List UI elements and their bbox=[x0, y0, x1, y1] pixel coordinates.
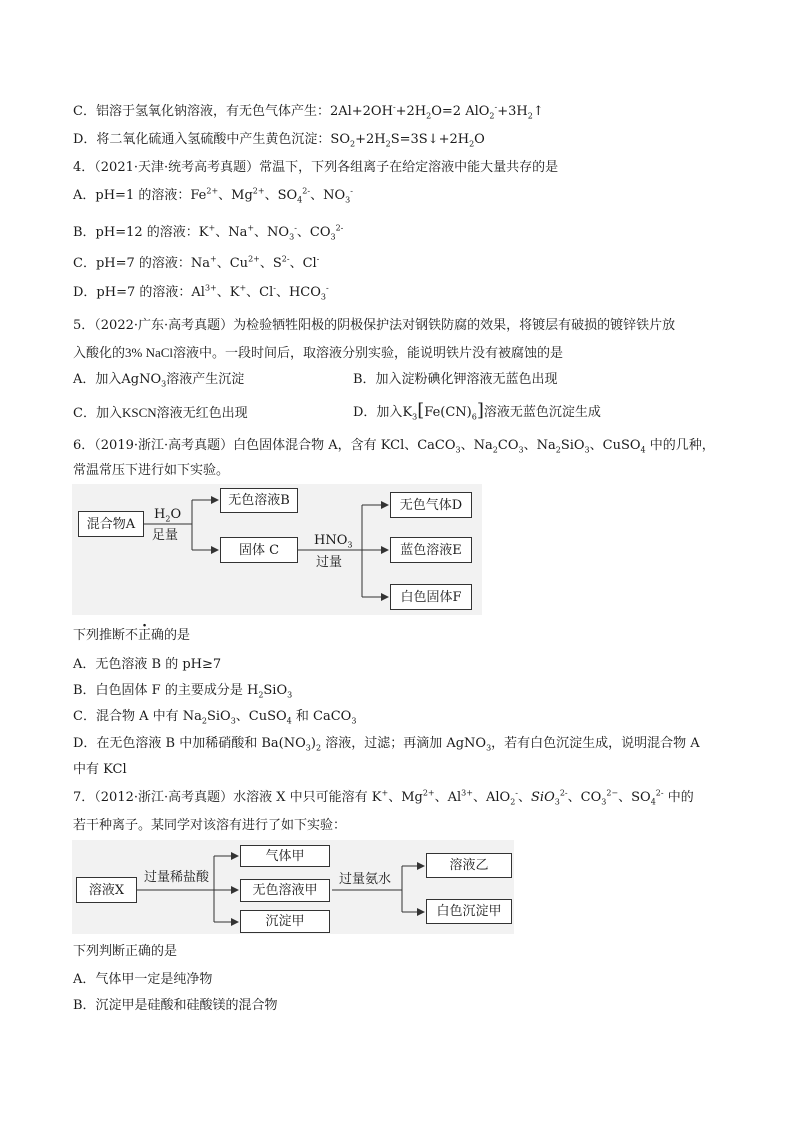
question-7-option-a: A．气体甲一定是纯净物 bbox=[73, 972, 213, 987]
box-mixture-a: 混合物A bbox=[78, 511, 144, 537]
question-6-option-b: B．白色固体 F 的主要成分是 $H_2SiO_3$ bbox=[73, 683, 293, 700]
question-4-option-d: D．pH=7 的溶液：$Al^{3+}$、K+、Cl-、$HCO_3^-$ bbox=[73, 283, 329, 302]
question-5-stem-line-1: 5．（2022·广东·高考真题）为检验牺牲阳极的阴极保护法对钢铁防腐的效果，将镀层有破损的镀锌铁片放 bbox=[73, 318, 676, 333]
question-7-stem-line-2: 若干种离子。某同学对该溶有进行了如下实验： bbox=[73, 818, 347, 833]
box-solid-c: 固体 C bbox=[220, 537, 298, 563]
question-5-option-d: D．加入$K_3[Fe(CN)_6]$溶液无蓝色沉淀生成 bbox=[353, 400, 601, 422]
box-solution-yi: 溶液乙 bbox=[426, 853, 512, 878]
box-solution-x: 溶液X bbox=[76, 877, 137, 903]
box-gas-jia: 气体甲 bbox=[240, 845, 330, 867]
question-7-ask: 下列判断正确的是 bbox=[73, 944, 178, 959]
option-d-line: D．将二氧化硫通入氢硫酸中产生黄色沉淀：$SO_2+2H_2S=3S↓+2H_2O$ bbox=[73, 132, 485, 149]
question-6-stem-line-1: 6．（2019·浙江·高考真题）白色固体混合物 A，含有 KCl、CaCO$_3$、$Na_2CO_3$、$Na_2SiO_3$、CuSO$_4$ 中的几种， bbox=[73, 438, 715, 455]
flowchart-1 bbox=[72, 484, 482, 615]
box-colorless-gas-d: 无色气体D bbox=[390, 492, 472, 518]
question-4-option-a: A．pH=1 的溶液：$Fe^{2+}$、$Mg^{2+}$、$SO_4^{2-}$、$NO_3^-$ bbox=[73, 186, 353, 205]
question-4-stem: 4．（2021·天津·统考高考真题）常温下，下列各组离子在给定溶液中能大量共存的是 bbox=[73, 160, 559, 175]
question-6-option-d-line-2: 中有 KCl bbox=[73, 762, 127, 777]
question-6-option-c: C．混合物 A 中有 $Na_2SiO_3$、CuSO$_4$ 和 CaCO$_3$ bbox=[73, 709, 357, 726]
question-6-option-a: A．无色溶液 B 的 pH≥7 bbox=[73, 657, 222, 672]
reagent-nitric-acid: $HNO_3$ bbox=[314, 533, 353, 550]
question-5-stem-line-2: 入酸化的3% NaCl溶液中。一段时间后，取溶液分别实验，能说明铁片没有被腐蚀的是 bbox=[73, 345, 564, 361]
reagent-nitric-acid-amount: 过量 bbox=[316, 555, 343, 570]
question-5-option-a: A．加入AgNO$_3$溶液产生沉淀 bbox=[73, 372, 245, 389]
question-5-option-c: C．加入KSCN溶液无红色出现 bbox=[73, 405, 248, 421]
question-6-ask: 下列推断不正确的是 bbox=[73, 628, 191, 643]
reagent-water-amount: 足量 bbox=[152, 528, 179, 543]
reagent-water: $H_2O$ bbox=[154, 507, 182, 524]
box-white-solid-f: 白色固体F bbox=[390, 584, 472, 610]
reagent-ammonia: 过量氨水 bbox=[339, 872, 392, 887]
question-6-option-d-line-1: D．在无色溶液 B 中加稀硝酸和 $Ba(NO_3)_2$ 溶液，过滤；再滴加 AgNO$_3$，若有白色沉淀生成，说明混合物 A bbox=[73, 736, 700, 753]
option-c-line: C．铝溶于氢氧化钠溶液，有无色气体产生：$2Al+2OH^-+2H_2O=2$ $AlO_2^-+3H_2↑$ bbox=[73, 102, 544, 121]
question-7-stem-line-1: 7．（2012·浙江·高考真题）水溶液 X 中只可能溶有 K+、$Mg^{2+}$、$Al^{3+}$、AlO$_2$-、SiO$_3^{2-}$、$CO_3^{2-}$、$SO_4^{2-}$ 中的 bbox=[73, 788, 694, 807]
question-5-option-b: B．加入淀粉碘化钾溶液无蓝色出现 bbox=[353, 372, 558, 387]
box-precipitate-jia: 沉淀甲 bbox=[240, 910, 330, 933]
question-6-stem-line-2: 常温常压下进行如下实验。 bbox=[73, 463, 230, 478]
box-colorless-solution-jia: 无色溶液甲 bbox=[240, 879, 330, 902]
flowchart-2 bbox=[72, 840, 514, 934]
question-4-option-c: C．pH=7 的溶液：Na+、$Cu^{2+}$、$S^{2-}$、Cl- bbox=[73, 254, 320, 271]
box-white-precipitate-jia: 白色沉淀甲 bbox=[426, 899, 512, 924]
box-blue-solution-e: 蓝色溶液E bbox=[390, 537, 472, 563]
question-4-option-b: B．pH=12 的溶液：K+、Na+、$NO_3^-$、$CO_3^{2-}$ bbox=[73, 223, 344, 242]
box-colorless-solution-b: 无色溶液B bbox=[220, 488, 298, 513]
question-7-option-b: B．沉淀甲是硅酸和硅酸镁的混合物 bbox=[73, 998, 278, 1013]
reagent-dilute-hcl: 过量稀盐酸 bbox=[144, 870, 210, 885]
